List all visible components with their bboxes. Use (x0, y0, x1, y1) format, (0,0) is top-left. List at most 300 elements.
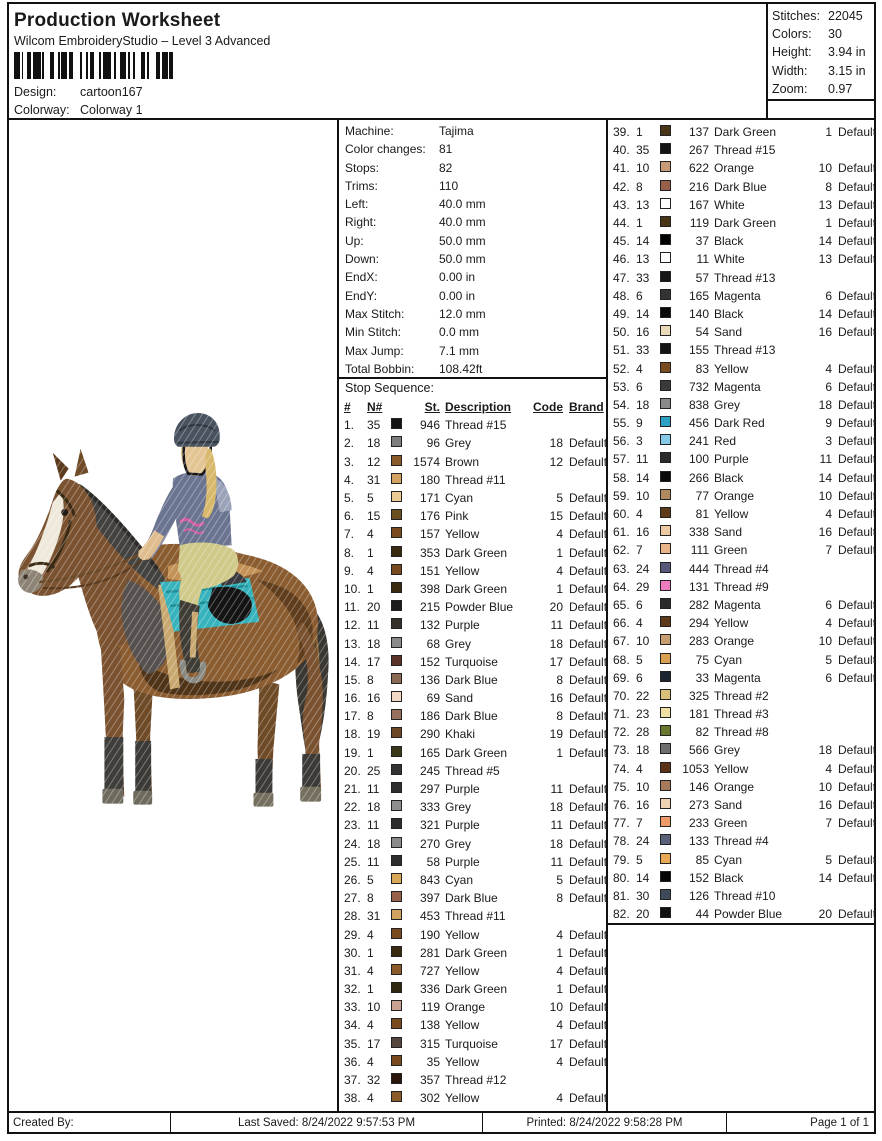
brand-value: Default (838, 870, 877, 885)
code-value: 20 (549, 600, 563, 615)
color-description: Orange (714, 161, 755, 176)
color-swatch (660, 871, 671, 882)
stop-sequence-row (608, 178, 876, 196)
stitch-count: 75 (695, 652, 709, 667)
color-swatch-cell (391, 982, 408, 996)
stop-sequence-row (608, 723, 876, 741)
needle-number: 8 (367, 672, 374, 687)
needle-number: 24 (636, 834, 650, 849)
color-description: Dark Green (714, 125, 777, 140)
stitch-count: 336 (419, 982, 440, 997)
stop-sequence-row (608, 505, 876, 523)
machine-setting-row (345, 159, 602, 177)
stitch-count: 181 (688, 707, 709, 722)
color-swatch (660, 362, 671, 373)
color-description: Yellow (445, 1018, 480, 1033)
color-swatch-cell (660, 489, 677, 503)
needle-number: 4 (367, 1018, 374, 1033)
color-swatch-cell (660, 307, 677, 321)
color-swatch-cell (391, 1037, 408, 1051)
color-swatch-cell (660, 580, 677, 594)
needle-number: 13 (636, 197, 650, 212)
color-swatch-cell (660, 161, 677, 175)
stitch-count: 282 (688, 597, 709, 612)
col-number: # (344, 400, 351, 415)
color-swatch (391, 600, 402, 611)
color-swatch-cell (660, 434, 677, 448)
stop-sequence-column-2 (608, 120, 876, 925)
color-swatch (660, 762, 671, 773)
machine-setting-value: 7.1 mm (439, 343, 480, 358)
color-swatch-cell (660, 216, 677, 230)
color-description: Yellow (714, 761, 749, 776)
brand-value: Default (569, 654, 608, 669)
needle-number: 8 (367, 891, 374, 906)
stop-sequence-row (339, 1035, 606, 1053)
color-swatch (660, 125, 671, 136)
color-description: Pink (445, 509, 469, 524)
machine-setting-value: 50.0 mm (439, 233, 486, 248)
needle-number: 4 (367, 1054, 374, 1069)
stop-sequence-row (608, 523, 876, 541)
color-description: Thread #11 (445, 472, 506, 487)
brand-value: Default (569, 491, 608, 506)
color-swatch (660, 343, 671, 354)
machine-setting-value: Tajima (439, 124, 474, 138)
stop-sequence-row (339, 1053, 606, 1071)
stitch-count: 444 (688, 561, 709, 576)
needle-number: 4 (636, 507, 643, 522)
machine-setting-label: Stops: (345, 160, 380, 175)
brand-value: Default (838, 416, 877, 431)
stitch-count: 186 (419, 709, 440, 724)
code-value: 20 (818, 907, 832, 922)
needle-number: 4 (636, 761, 643, 776)
code-value: 6 (825, 288, 832, 303)
needle-number: 1 (636, 125, 643, 140)
barcode-bar (103, 52, 111, 79)
stop-sequence-row (339, 707, 606, 725)
barcode-bar (169, 52, 173, 79)
brand-value: Default (838, 252, 877, 267)
stop-sequence-column-1 (339, 416, 606, 1107)
color-swatch-cell (391, 873, 408, 887)
machine-setting-row (345, 232, 602, 250)
code-value: 4 (825, 507, 832, 522)
needle-number: 9 (636, 416, 643, 431)
design-label: Design: (14, 85, 57, 99)
stop-number: 22. (344, 800, 361, 815)
color-swatch (391, 855, 402, 866)
color-swatch-cell (660, 707, 677, 721)
color-description: Black (714, 470, 744, 485)
color-swatch (660, 143, 671, 154)
color-swatch-cell (660, 689, 677, 703)
color-swatch-cell (660, 725, 677, 739)
brand-value: Default (569, 800, 608, 815)
stitch-count: 165 (688, 288, 709, 303)
stat-row (772, 43, 874, 61)
stitch-count: 267 (688, 143, 709, 158)
machine-setting-row (345, 122, 602, 140)
code-value: 8 (556, 672, 563, 687)
stop-number: 57. (613, 452, 630, 467)
stop-number: 10. (344, 581, 361, 596)
color-swatch (391, 455, 402, 466)
color-description: Khaki (445, 727, 476, 742)
color-description: Purple (445, 782, 480, 797)
brand-value: Default (569, 563, 608, 578)
brand-value: Default (838, 616, 877, 631)
stop-number: 35. (344, 1036, 361, 1051)
brand-value: Default (569, 945, 608, 960)
color-swatch-cell (391, 582, 408, 596)
brand-value: Default (569, 672, 608, 687)
color-swatch-cell (391, 509, 408, 523)
brand-value: Default (838, 379, 877, 394)
needle-number: 8 (636, 179, 643, 194)
stop-sequence-row (339, 1089, 606, 1107)
color-swatch-cell (660, 907, 677, 921)
stop-sequence-row (608, 741, 876, 759)
stitch-count: 732 (688, 379, 709, 394)
machine-setting-row (345, 213, 602, 231)
stitch-count: 44 (695, 907, 709, 922)
color-swatch-cell (391, 764, 408, 778)
stitch-count: 165 (419, 745, 440, 760)
color-swatch (660, 689, 671, 700)
stop-number: 28. (344, 909, 361, 924)
color-swatch-cell (391, 436, 408, 450)
col-description: Description (445, 400, 512, 415)
brand-value: Default (569, 1054, 608, 1069)
color-description: Thread #4 (714, 834, 769, 849)
stitch-count: 241 (688, 434, 709, 449)
embroidery-artwork (9, 330, 337, 830)
color-description: Orange (714, 634, 755, 649)
color-description: Sand (714, 325, 743, 340)
needle-number: 35 (636, 143, 650, 158)
needle-number: 13 (636, 252, 650, 267)
color-description: Thread #2 (714, 688, 769, 703)
stop-number: 67. (613, 634, 630, 649)
color-swatch (391, 891, 402, 902)
stop-sequence-row (608, 450, 876, 468)
stop-number: 82. (613, 907, 630, 922)
code-value: 17 (549, 654, 563, 669)
stop-sequence-row (608, 141, 876, 159)
stitch-count: 131 (688, 579, 709, 594)
needle-number: 1 (367, 982, 374, 997)
color-swatch (660, 780, 671, 791)
needle-number: 16 (636, 525, 650, 540)
color-description: Thread #10 (714, 888, 776, 903)
code-value: 7 (825, 543, 832, 558)
color-description: Brown (445, 454, 480, 469)
color-description: Purple (445, 818, 480, 833)
color-swatch-cell (391, 473, 408, 487)
stop-sequence-row (339, 453, 606, 471)
needle-number: 6 (636, 379, 643, 394)
stop-sequence-row (608, 269, 876, 287)
code-value: 1 (556, 745, 563, 760)
color-swatch (391, 764, 402, 775)
brand-value: Default (569, 545, 608, 560)
color-description: Grey (714, 397, 741, 412)
code-value: 1 (825, 216, 832, 231)
stop-number: 79. (613, 852, 630, 867)
stop-sequence-row (339, 434, 606, 452)
stitch-count: 133 (688, 834, 709, 849)
stop-number: 53. (613, 379, 630, 394)
color-swatch-cell (391, 418, 408, 432)
color-description: Grey (445, 436, 472, 451)
stitch-count: 453 (419, 909, 440, 924)
stop-sequence-row (339, 835, 606, 853)
stop-number: 8. (344, 545, 355, 560)
stop-number: 20. (344, 763, 361, 778)
color-description: Dark Blue (445, 709, 498, 724)
stop-number: 76. (613, 798, 630, 813)
stop-number: 9. (344, 563, 355, 578)
color-swatch-cell (660, 125, 677, 139)
brand-value: Default (838, 907, 877, 922)
color-description: Dark Blue (445, 672, 498, 687)
stat-label: Width: (772, 63, 808, 78)
stop-number: 31. (344, 963, 361, 978)
needle-number: 4 (636, 616, 643, 631)
brand-value: Default (838, 452, 877, 467)
stitch-count: 338 (688, 525, 709, 540)
color-swatch (660, 416, 671, 427)
color-swatch (391, 800, 402, 811)
needle-number: 12 (367, 454, 381, 469)
stop-sequence-row (339, 507, 606, 525)
brand-value: Default (838, 761, 877, 776)
color-description: Magenta (714, 670, 761, 685)
stitch-count: 37 (695, 234, 709, 249)
needle-number: 11 (367, 782, 380, 797)
code-value: 5 (556, 491, 563, 506)
brand-value: Default (838, 325, 877, 340)
stop-number: 77. (613, 816, 630, 831)
stop-number: 7. (344, 527, 355, 542)
brand-value: Default (838, 125, 877, 140)
color-swatch (391, 418, 402, 429)
stitch-count: 111 (690, 543, 709, 558)
needle-number: 4 (367, 963, 374, 978)
code-value: 4 (825, 616, 832, 631)
brand-value: Default (838, 179, 877, 194)
color-swatch-cell (391, 673, 408, 687)
color-swatch-cell (391, 455, 408, 469)
machine-setting-label: Down: (345, 252, 380, 267)
stop-number: 49. (613, 306, 630, 321)
code-value: 16 (818, 525, 832, 540)
app-subtitle: Wilcom EmbroideryStudio – Level 3 Advanced (14, 34, 271, 48)
color-swatch (660, 562, 671, 573)
stitch-count: 81 (695, 507, 709, 522)
stop-number: 6. (344, 509, 355, 524)
machine-setting-label: EndY: (345, 288, 378, 303)
color-swatch (660, 816, 671, 827)
color-swatch-cell (391, 546, 408, 560)
color-description: Powder Blue (714, 907, 783, 922)
code-value: 5 (825, 652, 832, 667)
needle-number: 6 (636, 288, 643, 303)
header (9, 4, 874, 120)
stat-row (772, 7, 874, 25)
color-description: Dark Blue (445, 891, 498, 906)
stitch-count: 176 (419, 509, 440, 524)
brand-value: Default (569, 527, 608, 542)
stop-number: 44. (613, 216, 630, 231)
stop-sequence-row (339, 980, 606, 998)
machine-setting-value: 0.00 in (439, 288, 476, 303)
brand-value: Default (838, 216, 877, 231)
code-value: 1 (556, 945, 563, 960)
stop-sequence-row (608, 832, 876, 850)
color-swatch-cell (391, 709, 408, 723)
color-description: Thread #4 (714, 561, 769, 576)
needle-number: 4 (367, 1091, 374, 1106)
stop-sequence-row (608, 778, 876, 796)
design-value: cartoon167 (80, 85, 143, 99)
color-swatch-cell (391, 655, 408, 669)
color-swatch (660, 307, 671, 318)
stat-value: 0.97 (828, 81, 853, 96)
stitch-count: 321 (419, 818, 440, 833)
brand-value: Default (569, 836, 608, 851)
color-swatch (660, 653, 671, 664)
color-swatch-cell (391, 1055, 408, 1069)
stop-number: 38. (344, 1091, 361, 1106)
color-swatch (391, 873, 402, 884)
brand-value: Default (569, 600, 608, 615)
color-description: Sand (445, 691, 474, 706)
machine-setting-row (345, 342, 602, 360)
stitch-count: 270 (419, 836, 440, 851)
stop-number: 1. (344, 418, 355, 433)
printed: Printed: 8/24/2022 9:58:28 PM (483, 1113, 727, 1132)
needle-number: 11 (367, 854, 380, 869)
stitch-count: 302 (419, 1091, 440, 1106)
color-swatch (660, 198, 671, 209)
machine-setting-label: Total Bobbin: (345, 361, 415, 376)
stitch-count: 290 (419, 727, 440, 742)
header-right (768, 4, 874, 118)
code-value: 11 (550, 782, 563, 797)
needle-number: 33 (636, 343, 650, 358)
brand-value: Default (569, 691, 608, 706)
color-swatch (660, 580, 671, 591)
stop-sequence-row (339, 544, 606, 562)
color-swatch-cell (391, 928, 408, 942)
needle-number: 7 (636, 816, 643, 831)
brand-value: Default (569, 982, 608, 997)
color-swatch (391, 509, 402, 520)
color-swatch (391, 491, 402, 502)
color-swatch (391, 546, 402, 557)
machine-setting-row (345, 177, 602, 195)
stop-number: 56. (613, 434, 630, 449)
stop-sequence-row (608, 359, 876, 377)
color-swatch-cell (391, 837, 408, 851)
color-swatch-cell (660, 362, 677, 376)
stop-number: 50. (613, 325, 630, 340)
color-description: Grey (445, 836, 472, 851)
needle-number: 28 (636, 725, 650, 740)
stop-number: 43. (613, 197, 630, 212)
stop-number: 62. (613, 543, 630, 558)
stop-sequence-row (608, 196, 876, 214)
code-value: 8 (556, 709, 563, 724)
code-value: 18 (549, 800, 563, 815)
color-description: Dark Green (714, 216, 777, 231)
code-value: 4 (556, 1091, 563, 1106)
color-swatch-cell (660, 616, 677, 630)
color-description: Black (714, 234, 744, 249)
color-swatch (660, 289, 671, 300)
colorway-row (14, 102, 766, 120)
code-value: 18 (818, 397, 832, 412)
color-description: Cyan (445, 491, 474, 506)
stop-number: 45. (613, 234, 630, 249)
code-value: 17 (549, 1036, 563, 1051)
color-swatch (660, 834, 671, 845)
stitch-count: 132 (419, 618, 440, 633)
brand-value: Default (838, 597, 877, 612)
stop-sequence-row (608, 159, 876, 177)
stop-sequence-row (608, 669, 876, 687)
needle-number: 4 (636, 361, 643, 376)
needle-number: 1 (367, 581, 374, 596)
stop-number: 72. (613, 725, 630, 740)
design-barcode (14, 52, 194, 79)
color-swatch (391, 582, 402, 593)
color-description: Thread #8 (714, 725, 769, 740)
color-swatch-cell (660, 234, 677, 248)
machine-setting-row (345, 287, 602, 305)
color-description: Turquoise (445, 1036, 498, 1051)
color-swatch (660, 907, 671, 918)
brand-value: Default (838, 543, 877, 558)
needle-number: 15 (367, 509, 381, 524)
stop-sequence-row (339, 816, 606, 834)
stitch-count: 946 (419, 418, 440, 433)
stop-sequence-row (608, 414, 876, 432)
stop-number: 25. (344, 854, 361, 869)
color-swatch (660, 671, 671, 682)
color-swatch (391, 946, 402, 957)
color-swatch-cell (660, 398, 677, 412)
stop-sequence-row (339, 562, 606, 580)
stop-sequence-row (339, 744, 606, 762)
code-value: 4 (556, 563, 563, 578)
brand-value: Default (569, 709, 608, 724)
stop-sequence-row (608, 560, 876, 578)
brand-value: Default (838, 798, 877, 813)
stop-number: 81. (613, 888, 630, 903)
color-swatch (391, 709, 402, 720)
brand-value: Default (569, 581, 608, 596)
code-value: 13 (818, 252, 832, 267)
needle-number: 17 (367, 1036, 381, 1051)
color-swatch-cell (391, 782, 408, 796)
brand-value: Default (569, 1036, 608, 1051)
color-swatch (660, 325, 671, 336)
stop-number: 21. (344, 782, 361, 797)
